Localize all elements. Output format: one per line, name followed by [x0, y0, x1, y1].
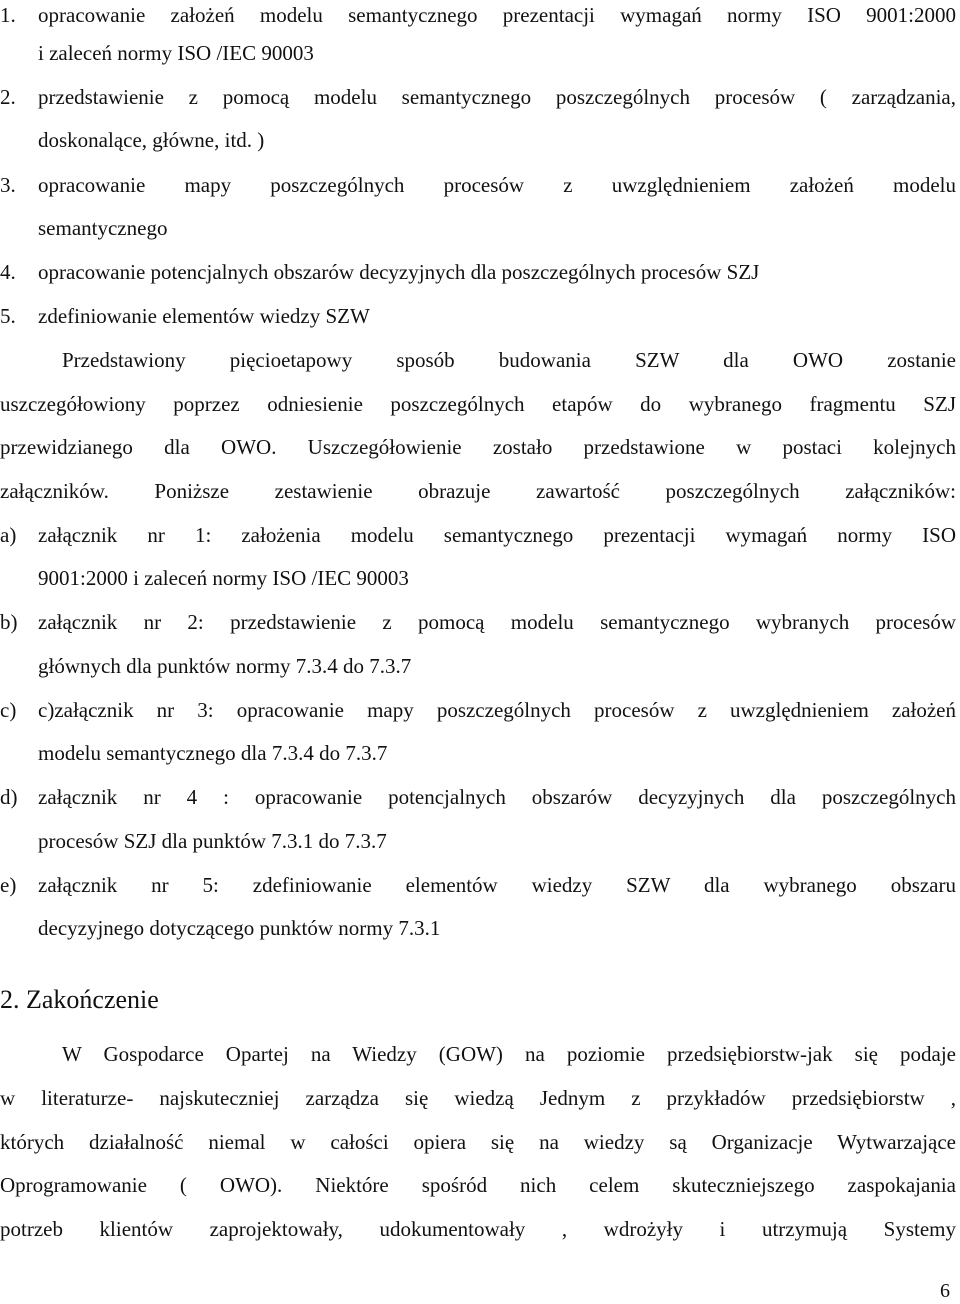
item-text: i zaleceń normy ISO /IEC 90003 [38, 41, 314, 65]
item-text: procesów SZJ dla punktów 7.3.1 do 7.3.7 [38, 829, 387, 853]
item-number: 4. [0, 260, 16, 284]
numbered-item-2 [0, 82, 960, 112]
paragraph-line [0, 1170, 960, 1200]
numbered-item-3 [0, 170, 960, 200]
paragraph-text: Oprogramowanie ( OWO). Niektóre spośród nich celem skuteczniejszego zaspokajania [0, 1173, 956, 1197]
numbered-item-1-continuation [0, 38, 960, 68]
item-text: przedstawienie z pomocą modelu semantycznego poszczególnych procesów ( zarządzania, [38, 85, 956, 109]
item-text: decyzyjnego dotyczącego punktów normy 7.3.1 [38, 916, 441, 940]
item-text: załącznik nr 2: przedstawienie z pomocą modelu semantycznego wybranych procesów [38, 610, 956, 634]
item-number: 2. [0, 85, 16, 109]
paragraph-line [0, 345, 960, 375]
lettered-item-e [0, 870, 960, 900]
lettered-item-a-continuation [0, 563, 960, 593]
paragraph-text: uszczegółowiony poprzez odniesienie poszczególnych etapów do wybranego fragmentu SZJ [0, 392, 956, 416]
item-text: załącznik nr 1: założenia modelu semantycznego prezentacji wymagań normy ISO [38, 523, 956, 547]
paragraph-line [0, 1039, 960, 1069]
numbered-item-1 [0, 0, 960, 30]
paragraph-line [0, 1083, 960, 1113]
item-number: 3. [0, 173, 16, 197]
numbered-item-3-continuation [0, 213, 960, 243]
numbered-item-2-continuation [0, 125, 960, 155]
lettered-item-b-continuation [0, 651, 960, 681]
section-heading [0, 983, 960, 1017]
lettered-item-c-continuation [0, 738, 960, 768]
item-number: 5. [0, 304, 16, 328]
item-letter: e) [0, 873, 17, 897]
item-letter: a) [0, 523, 17, 547]
item-text: zdefiniowanie elementów wiedzy SZW [38, 304, 370, 328]
lettered-item-e-continuation [0, 913, 960, 943]
paragraph-line [0, 1127, 960, 1157]
item-letter: b) [0, 610, 18, 634]
paragraph-text: W Gospodarce Opartej na Wiedzy (GOW) na poziomie przedsiębiorstw-jak się podaje [62, 1042, 956, 1066]
paragraph-text: załączników. Poniższe zestawienie obrazuje zawartość poszczególnych załączników: [0, 479, 956, 503]
lettered-item-d-continuation [0, 826, 960, 856]
paragraph-text: Przedstawiony pięcioetapowy sposób budowania SZW dla OWO zostanie [62, 348, 956, 372]
item-text: doskonalące, główne, itd. ) [38, 128, 265, 152]
paragraph-text: potrzeb klientów zaprojektowały, udokumentowały , wdrożyły i utrzymują Systemy [0, 1217, 956, 1241]
page-number: 6 [940, 1280, 950, 1302]
lettered-item-c [0, 695, 960, 725]
paragraph-line [0, 1214, 960, 1244]
paragraph-line [0, 432, 960, 462]
item-text: załącznik nr 4 : opracowanie potencjalnych obszarów decyzyjnych dla poszczególnych [38, 785, 956, 809]
numbered-item-4 [0, 257, 960, 287]
item-text: opracowanie potencjalnych obszarów decyzyjnych dla poszczególnych procesów SZJ [38, 260, 760, 284]
item-number: 1. [0, 3, 16, 27]
item-text: załącznik nr 5: zdefiniowanie elementów wiedzy SZW dla wybranego obszaru [38, 873, 956, 897]
lettered-item-b [0, 607, 960, 637]
paragraph-line [0, 476, 960, 506]
paragraph-text: których działalność niemal w całości opiera się na wiedzy są Organizacje Wytwarzające [0, 1130, 956, 1154]
paragraph-line [0, 389, 960, 419]
lettered-item-d [0, 782, 960, 812]
heading-text: 2. Zakończenie [0, 985, 159, 1014]
item-letter: d) [0, 785, 18, 809]
numbered-item-5 [0, 301, 960, 331]
item-letter: c) [0, 698, 17, 722]
item-text: 9001:2000 i zaleceń normy ISO /IEC 90003 [38, 566, 409, 590]
paragraph-text: w literaturze- najskuteczniej zarządza się wiedzą Jednym z przykładów przedsiębiorstw , [0, 1086, 956, 1110]
lettered-item-a [0, 520, 960, 550]
item-text: modelu semantycznego dla 7.3.4 do 7.3.7 [38, 741, 388, 765]
item-text: c)załącznik nr 3: opracowanie mapy poszczególnych procesów z uwzględnieniem założeń [38, 698, 956, 722]
item-text: semantycznego [38, 216, 168, 240]
item-text: opracowanie założeń modelu semantycznego prezentacji wymagań normy ISO 9001:2000 [38, 3, 956, 27]
item-text: opracowanie mapy poszczególnych procesów z uwzględnieniem założeń modelu [38, 173, 956, 197]
paragraph-text: przewidzianego dla OWO. Uszczegółowienie zostało przedstawione w postaci kolejnych [0, 435, 956, 459]
item-text: głównych dla punktów normy 7.3.4 do 7.3.7 [38, 654, 412, 678]
